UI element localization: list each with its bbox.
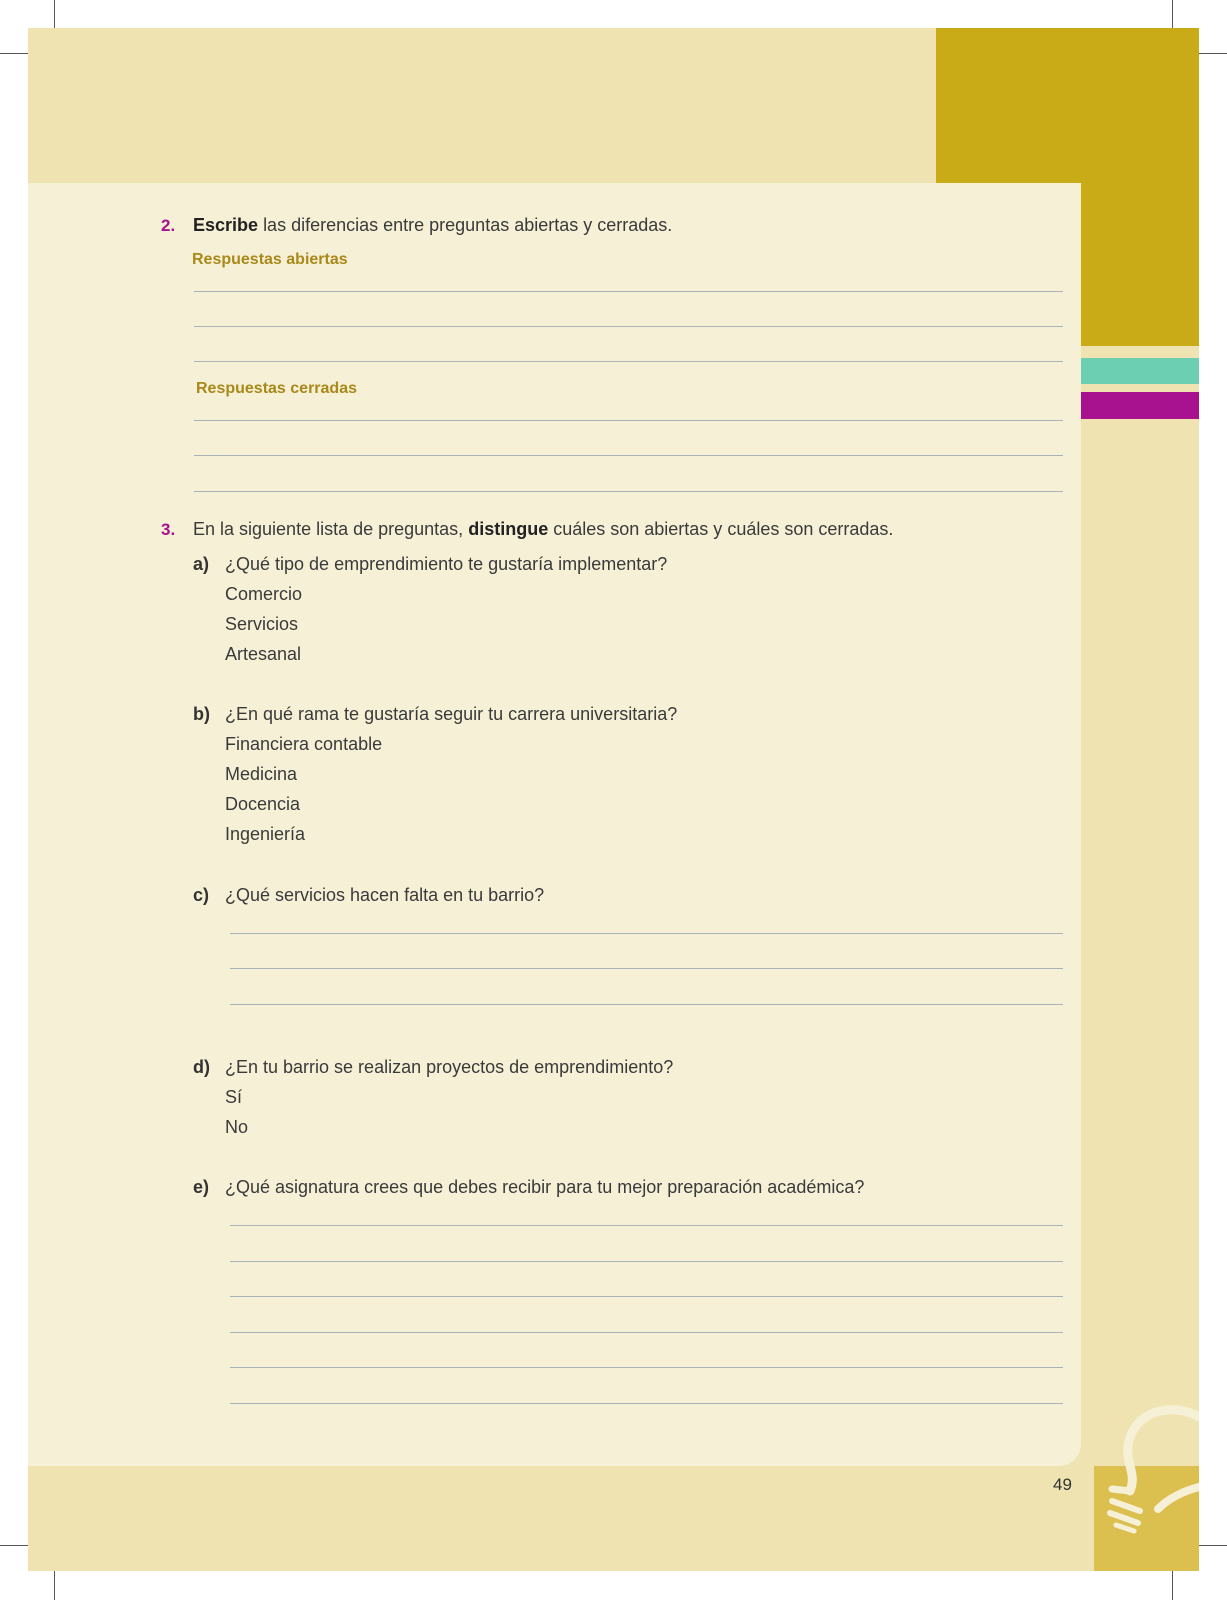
answer-line[interactable] bbox=[230, 1332, 1063, 1333]
question-number: 2. bbox=[161, 216, 176, 235]
answer-line[interactable] bbox=[230, 1403, 1063, 1404]
question-number: 3. bbox=[161, 520, 176, 539]
answer-line[interactable] bbox=[194, 455, 1063, 456]
answer-line[interactable] bbox=[194, 491, 1063, 492]
item-question: ¿Qué tipo de emprendimiento te gustaría implementar? bbox=[225, 554, 668, 574]
option-text: Medicina bbox=[225, 764, 298, 784]
item-question: ¿En qué rama te gustaría seguir tu carrera universitaria? bbox=[225, 704, 678, 724]
item-letter: e) bbox=[193, 1177, 210, 1197]
item-letter: c) bbox=[193, 885, 210, 905]
crop-mark bbox=[0, 53, 28, 54]
question-3-text bbox=[193, 519, 893, 540]
option-text: Ingeniería bbox=[225, 824, 306, 844]
question-body: En la siguiente lista de preguntas, bbox=[193, 519, 464, 539]
answer-line[interactable] bbox=[194, 326, 1063, 327]
item-letter: d) bbox=[193, 1057, 210, 1077]
item-letter: a) bbox=[193, 554, 210, 574]
question-verb: Escribe bbox=[193, 215, 259, 235]
answer-line[interactable] bbox=[194, 420, 1063, 421]
closed-answers-heading: Respuestas cerradas bbox=[196, 380, 357, 397]
item-letter: b) bbox=[193, 704, 210, 724]
crop-mark bbox=[0, 1545, 28, 1546]
answer-line[interactable] bbox=[230, 1367, 1063, 1368]
crop-mark bbox=[1199, 53, 1227, 54]
top-band bbox=[28, 28, 936, 183]
option-text: Financiera contable bbox=[225, 734, 383, 754]
option-text: Artesanal bbox=[225, 644, 302, 664]
crop-mark bbox=[1199, 1545, 1227, 1546]
page-number: 49 bbox=[1053, 1475, 1072, 1494]
option-text: Docencia bbox=[225, 794, 301, 814]
magenta-strip bbox=[1081, 392, 1199, 419]
question-body: cuáles son abiertas y cuáles son cerradas. bbox=[553, 519, 894, 539]
crop-mark bbox=[1172, 1571, 1173, 1600]
crop-mark bbox=[54, 1571, 55, 1600]
crop-mark bbox=[54, 0, 55, 28]
question-verb: distingue bbox=[468, 519, 549, 539]
question-body: las diferencias entre preguntas abiertas y cerradas. bbox=[263, 215, 673, 235]
lightbulb-icon bbox=[1100, 1405, 1199, 1535]
answer-line[interactable] bbox=[230, 1296, 1063, 1297]
item-question: ¿En tu barrio se realizan proyectos de emprendimiento? bbox=[225, 1057, 674, 1077]
question-2-text bbox=[193, 215, 672, 236]
answer-line[interactable] bbox=[230, 1004, 1063, 1005]
crop-mark bbox=[1172, 0, 1173, 28]
answer-line[interactable] bbox=[230, 968, 1063, 969]
answer-line[interactable] bbox=[230, 1225, 1063, 1226]
answer-line[interactable] bbox=[230, 933, 1063, 934]
teal-strip bbox=[1081, 358, 1199, 384]
option-text: No bbox=[225, 1117, 249, 1137]
option-text: Servicios bbox=[225, 614, 299, 634]
open-answers-heading: Respuestas abiertas bbox=[192, 251, 348, 268]
content-panel bbox=[28, 183, 1081, 1466]
answer-line[interactable] bbox=[194, 291, 1063, 292]
option-text: Comercio bbox=[225, 584, 303, 604]
answer-line[interactable] bbox=[194, 361, 1063, 362]
item-question: ¿Qué asignatura crees que debes recibir para tu mejor preparación académica? bbox=[225, 1177, 865, 1197]
item-question: ¿Qué servicios hacen falta en tu barrio? bbox=[225, 885, 545, 905]
option-text: Sí bbox=[225, 1087, 243, 1107]
answer-line[interactable] bbox=[230, 1261, 1063, 1262]
